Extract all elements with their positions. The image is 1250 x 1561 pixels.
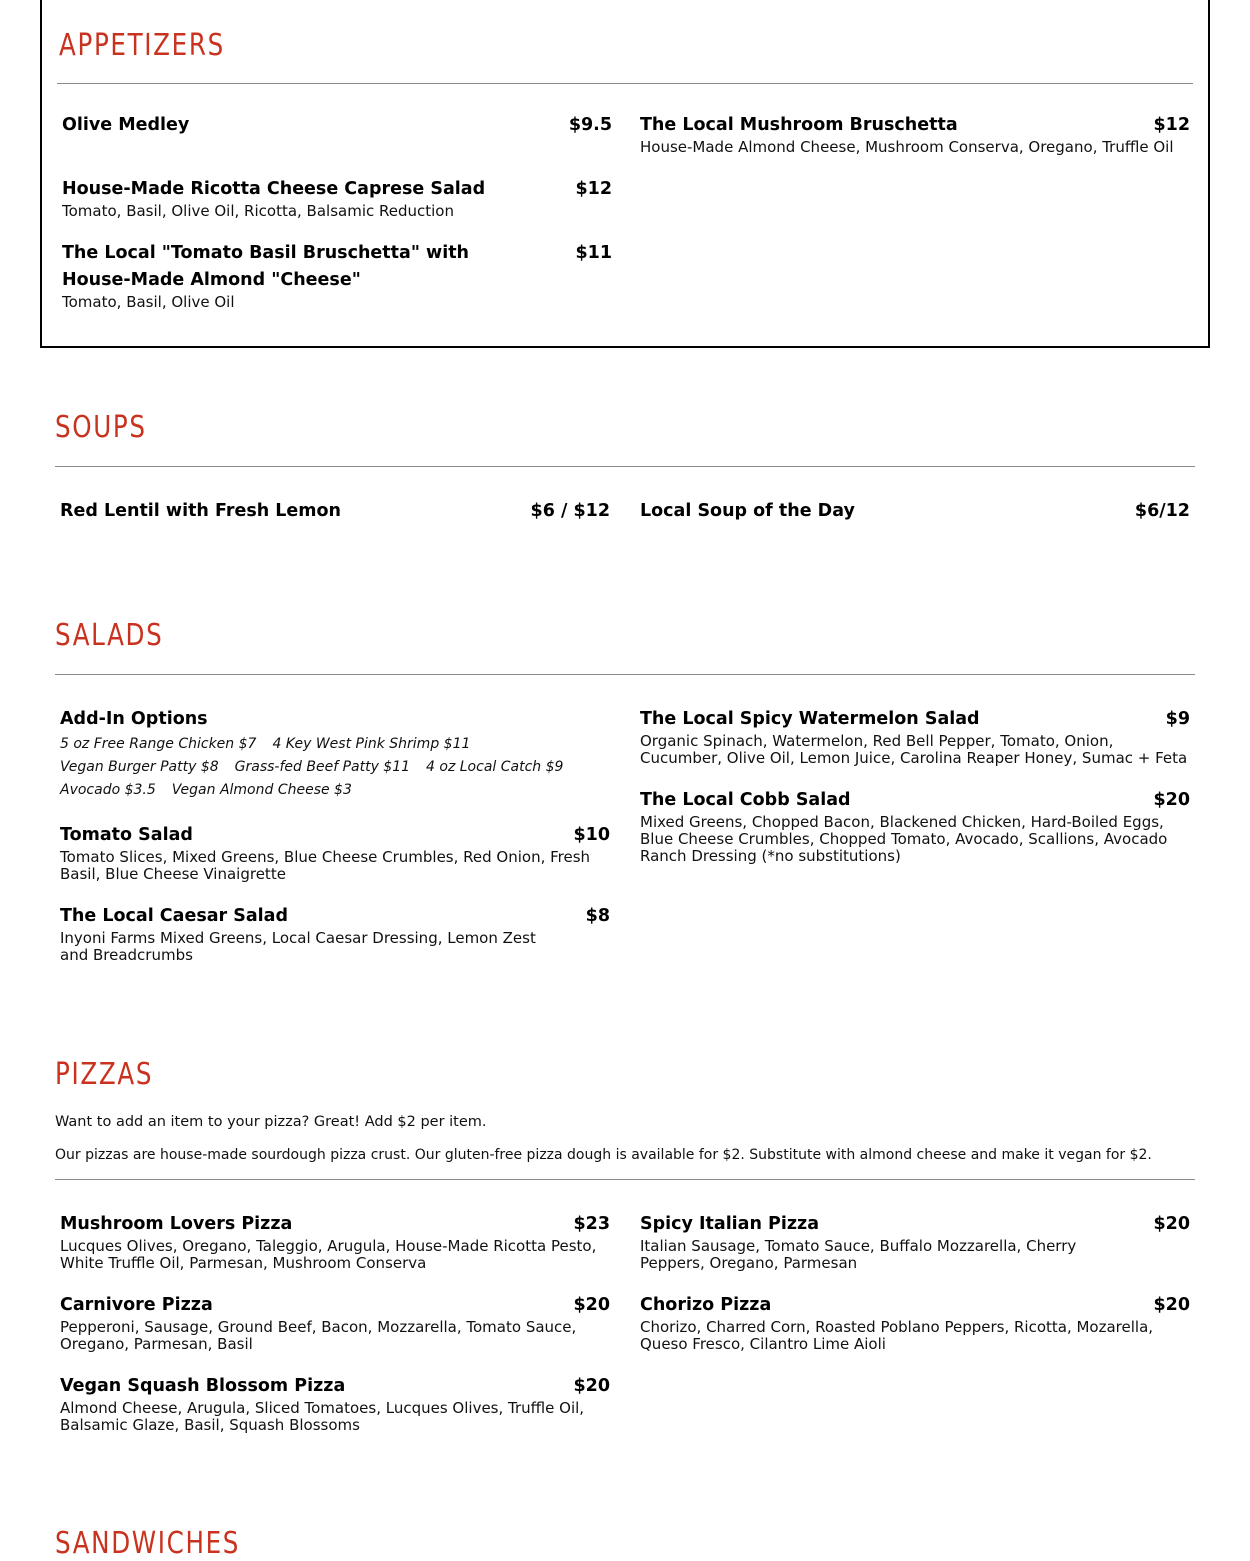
add-in-option: 4 oz Local Catch $9 [426, 759, 564, 775]
item-name: The Local Spicy Watermelon Salad [640, 709, 980, 729]
item-price: $6/12 [1134, 501, 1190, 521]
item-name: Tomato Salad [60, 825, 193, 845]
item-name: The Local "Tomato Basil Bruschetta" with House-Made Almond "Cheese" [62, 243, 470, 290]
add-in-option: Avocado $3.5 [60, 782, 156, 798]
item-description: House-Made Almond Cheese, Mushroom Conserva, Oregano, Truffle Oil [640, 138, 1174, 156]
menu-item [60, 903, 610, 964]
soups-title: SOUPS [55, 410, 147, 445]
menu-item [640, 706, 1190, 767]
item-price: $20 [573, 1376, 610, 1396]
item-description: Organic Spinach, Watermelon, Red Bell Pepper, Tomato, Onion, Cucumber, Olive Oil, Lemon Juice, Carolina Reaper Honey, Sumac + Feta [640, 732, 1188, 767]
add-in-option: 4 Key West Pink Shrimp $11 [272, 736, 471, 752]
item-name: The Local Caesar Salad [60, 906, 289, 926]
appetizers-section [40, 0, 1210, 348]
salads-divider [55, 674, 1195, 675]
menu-item [60, 498, 610, 525]
item-name: The Local Cobb Salad [640, 790, 851, 810]
menu-item [640, 1292, 1190, 1353]
menu-item [640, 498, 1190, 525]
add-in-option: Vegan Burger Patty $8 [60, 759, 219, 775]
menu-item [640, 112, 1190, 156]
item-name: Olive Medley [62, 115, 190, 135]
item-name: Red Lentil with Fresh Lemon [60, 501, 342, 521]
item-name: The Local Mushroom Bruschetta [640, 115, 958, 135]
item-price: $20 [1153, 1214, 1190, 1234]
menu-item [640, 1211, 1190, 1272]
item-price: $20 [1153, 1295, 1190, 1315]
add-in-title: Add-In Options [60, 709, 208, 729]
pizzas-divider [55, 1179, 1195, 1180]
item-price: $9.5 [568, 115, 612, 135]
item-description: Almond Cheese, Arugula, Sliced Tomatoes, Lucques Olives, Truffle Oil, Balsamic Glaze, Basil, Squash Blossoms [60, 1399, 585, 1434]
salads-title: SALADS [55, 618, 164, 653]
pizzas-note-crust: Our pizzas are house-made sourdough pizza crust. Our gluten-free pizza dough is available for $2. Substitute with almond cheese and make it vegan for $2. [55, 1147, 1152, 1163]
item-price: $23 [573, 1214, 610, 1234]
item-name: Chorizo Pizza [640, 1295, 772, 1315]
item-price: $11 [575, 243, 612, 263]
item-name: Spicy Italian Pizza [640, 1214, 820, 1234]
item-price: $9 [1165, 709, 1190, 729]
appetizers-divider [57, 83, 1193, 84]
item-price: $12 [575, 179, 612, 199]
item-name: Local Soup of the Day [640, 501, 855, 521]
add-in-row [60, 733, 610, 756]
sandwiches-title: SANDWICHES [55, 1526, 241, 1561]
item-price: $6 / $12 [530, 501, 610, 521]
menu-item [62, 112, 612, 139]
item-name: Vegan Squash Blossom Pizza [60, 1376, 346, 1396]
item-description: Mixed Greens, Chopped Bacon, Blackened Chicken, Hard-Boiled Eggs, Blue Cheese Crumbles, Chopped Tomato, Avocado, Scallions, Avocado Ranch Dressing (*no substitutions) [640, 813, 1168, 865]
item-price: $12 [1153, 115, 1190, 135]
appetizers-title: APPETIZERS [59, 28, 225, 63]
item-description: Pepperoni, Sausage, Ground Beef, Bacon, Mozzarella, Tomato Sauce, Oregano, Parmesan, Basil [60, 1318, 577, 1353]
menu-item [60, 1292, 610, 1353]
item-price: $20 [573, 1295, 610, 1315]
pizzas-title: PIZZAS [55, 1057, 154, 1092]
item-price: $10 [573, 825, 610, 845]
menu-item [60, 1373, 610, 1434]
add-in-option: 5 oz Free Range Chicken $7 [60, 736, 257, 752]
item-description: Tomato, Basil, Olive Oil [62, 293, 235, 311]
item-price: $8 [585, 906, 610, 926]
pizzas-note-add-item: Want to add an item to your pizza? Great! Add $2 per item. [55, 1114, 487, 1130]
add-in-row [60, 779, 610, 802]
item-name: House-Made Ricotta Cheese Caprese Salad [62, 179, 486, 199]
menu-item [60, 1211, 610, 1272]
add-in-option: Grass-fed Beef Patty $11 [234, 759, 411, 775]
item-name: Carnivore Pizza [60, 1295, 213, 1315]
item-description: Lucques Olives, Oregano, Taleggio, Arugula, House-Made Ricotta Pesto, White Truffle Oil, Parmesan, Mushroom Conserva [60, 1237, 597, 1272]
menu-item [60, 822, 610, 883]
add-in-options [60, 706, 610, 802]
menu-item [640, 787, 1190, 865]
item-price: $20 [1153, 790, 1190, 810]
menu-item [62, 176, 612, 220]
item-description: Chorizo, Charred Corn, Roasted Poblano Peppers, Ricotta, Mozarella, Queso Fresco, Cilantro Lime Aioli [640, 1318, 1154, 1353]
menu-item [62, 240, 612, 311]
item-description: Inyoni Farms Mixed Greens, Local Caesar Dressing, Lemon Zest and Breadcrumbs [60, 929, 536, 964]
soups-divider [55, 466, 1195, 467]
item-description: Tomato Slices, Mixed Greens, Blue Cheese Crumbles, Red Onion, Fresh Basil, Blue Cheese Vinaigrette [60, 848, 591, 883]
item-description: Italian Sausage, Tomato Sauce, Buffalo Mozzarella, Cherry Peppers, Oregano, Parmesan [640, 1237, 1077, 1272]
add-in-row [60, 756, 610, 779]
add-in-option: Vegan Almond Cheese $3 [171, 782, 352, 798]
item-name: Mushroom Lovers Pizza [60, 1214, 293, 1234]
item-description: Tomato, Basil, Olive Oil, Ricotta, Balsamic Reduction [62, 202, 454, 220]
